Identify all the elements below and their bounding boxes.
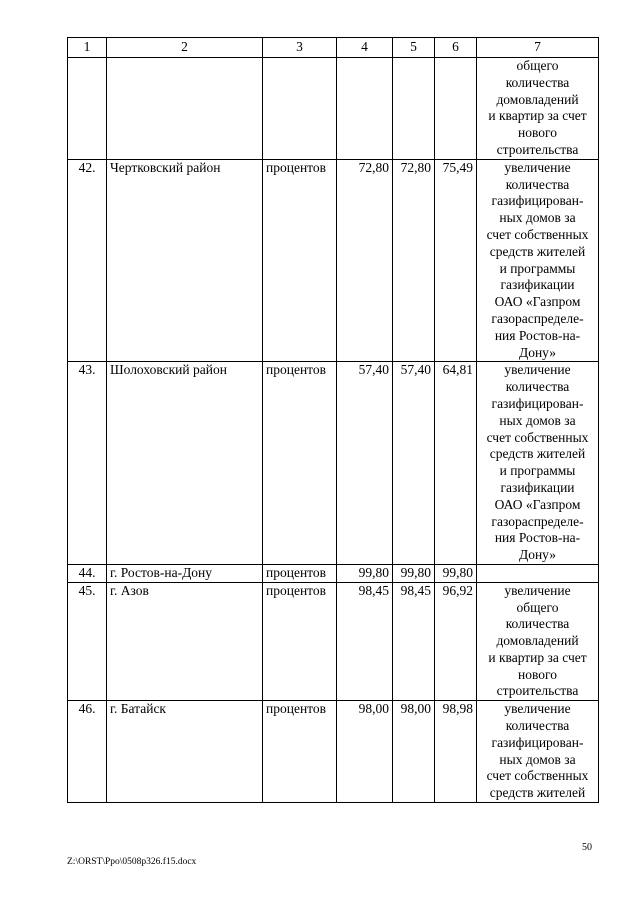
region-cell: г. Азов	[107, 582, 263, 701]
value-cell: 57,40	[337, 362, 393, 565]
note-line: и квартир за счет	[488, 649, 587, 665]
note-line: общего	[516, 58, 559, 73]
file-path: Z:\ORST\Ppo\0508p326.f15.docx	[67, 857, 197, 867]
note-line: газифицирован-	[491, 734, 584, 750]
note-line: количества	[505, 74, 570, 90]
row-number-cell: 44.	[68, 564, 107, 582]
header-cell: 2	[107, 38, 263, 58]
note-cell	[477, 58, 599, 160]
value-cell	[393, 58, 435, 160]
note-line: увеличение	[504, 701, 571, 717]
note-line: ния Ростов-на-	[494, 530, 581, 546]
value-cell: 99,80	[337, 564, 393, 582]
unit-cell: процентов	[263, 582, 337, 701]
note-line: нового	[518, 125, 557, 141]
value-cell: 75,49	[435, 159, 477, 362]
unit-cell	[263, 58, 337, 160]
note-line: газифицирован-	[491, 395, 584, 411]
note-line: газораспределе-	[491, 310, 584, 326]
table-row	[68, 564, 599, 582]
note-line: газифицирован-	[491, 193, 584, 209]
table-row	[68, 362, 599, 565]
table-row	[68, 582, 599, 701]
note-line: строительства	[496, 141, 579, 157]
data-table	[67, 37, 599, 803]
note-line: Дону»	[518, 547, 557, 563]
value-cell: 72,80	[393, 159, 435, 362]
note-line: домовладений	[496, 91, 579, 107]
note-line: средств жителей	[489, 243, 586, 259]
table-body	[68, 38, 599, 803]
unit-cell: процентов	[263, 564, 337, 582]
value-cell: 99,80	[435, 564, 477, 582]
note-line: увеличение	[504, 362, 571, 378]
note-line: счет собственных	[486, 429, 589, 445]
table-row	[68, 159, 599, 362]
note-cell	[477, 362, 599, 565]
row-number-cell: 46.	[68, 701, 107, 803]
note-line: количества	[505, 176, 570, 192]
note-cell	[477, 564, 599, 582]
value-cell: 98,00	[393, 701, 435, 803]
value-cell: 64,81	[435, 362, 477, 565]
row-number-cell	[68, 58, 107, 160]
note-cell	[477, 701, 599, 803]
region-cell: г. Батайск	[107, 701, 263, 803]
value-cell	[337, 58, 393, 160]
note-line: и программы	[499, 260, 576, 276]
note-line: ОАО «Газпром	[494, 294, 581, 310]
value-cell: 98,00	[337, 701, 393, 803]
note-line: средств жителей	[489, 446, 586, 462]
value-cell	[435, 58, 477, 160]
table-header-row	[68, 38, 599, 58]
region-cell: г. Ростов-на-Дону	[107, 564, 263, 582]
value-cell: 98,45	[393, 582, 435, 701]
header-cell: 5	[393, 38, 435, 58]
value-cell: 96,92	[435, 582, 477, 701]
unit-cell: процентов	[263, 362, 337, 565]
row-number-cell: 45.	[68, 582, 107, 701]
unit-cell: процентов	[263, 701, 337, 803]
value-cell: 98,45	[337, 582, 393, 701]
header-cell: 4	[337, 38, 393, 58]
note-line: общего	[516, 599, 559, 615]
note-line: увеличение	[504, 582, 571, 598]
note-line: количества	[505, 616, 570, 632]
note-line: домовладений	[496, 633, 579, 649]
note-line: и квартир за счет	[488, 108, 587, 124]
note-line: количества	[505, 379, 570, 395]
note-line: увеличение	[504, 159, 571, 175]
note-line: счет собственных	[486, 226, 589, 242]
region-cell	[107, 58, 263, 160]
note-line: количества	[505, 718, 570, 734]
region-cell: Чертковский район	[107, 159, 263, 362]
note-cell	[477, 159, 599, 362]
note-cell	[477, 582, 599, 701]
header-cell: 6	[435, 38, 477, 58]
region-cell: Шолоховский район	[107, 362, 263, 565]
note-line: ных домов за	[499, 210, 576, 226]
page-number: 50	[582, 842, 592, 853]
table-row	[68, 701, 599, 803]
note-line: счет собственных	[486, 768, 589, 784]
header-cell: 7	[477, 38, 599, 58]
note-line: нового	[518, 666, 557, 682]
note-line: ных домов за	[499, 751, 576, 767]
header-cell: 1	[68, 38, 107, 58]
row-number-cell: 43.	[68, 362, 107, 565]
value-cell: 72,80	[337, 159, 393, 362]
note-line: ных домов за	[499, 412, 576, 428]
note-line: Дону»	[518, 344, 557, 360]
note-line: средств жителей	[489, 785, 586, 801]
value-cell: 57,40	[393, 362, 435, 565]
note-line: ния Ростов-на-	[494, 327, 581, 343]
value-cell: 99,80	[393, 564, 435, 582]
note-line: газораспределе-	[491, 513, 584, 529]
note-line: строительства	[496, 683, 579, 699]
header-cell: 3	[263, 38, 337, 58]
unit-cell: процентов	[263, 159, 337, 362]
note-line: газификации	[500, 479, 575, 495]
note-line: и программы	[499, 463, 576, 479]
note-line: газификации	[500, 277, 575, 293]
note-line: ОАО «Газпром	[494, 496, 581, 512]
row-number-cell: 42.	[68, 159, 107, 362]
table-row	[68, 58, 599, 160]
value-cell: 98,98	[435, 701, 477, 803]
